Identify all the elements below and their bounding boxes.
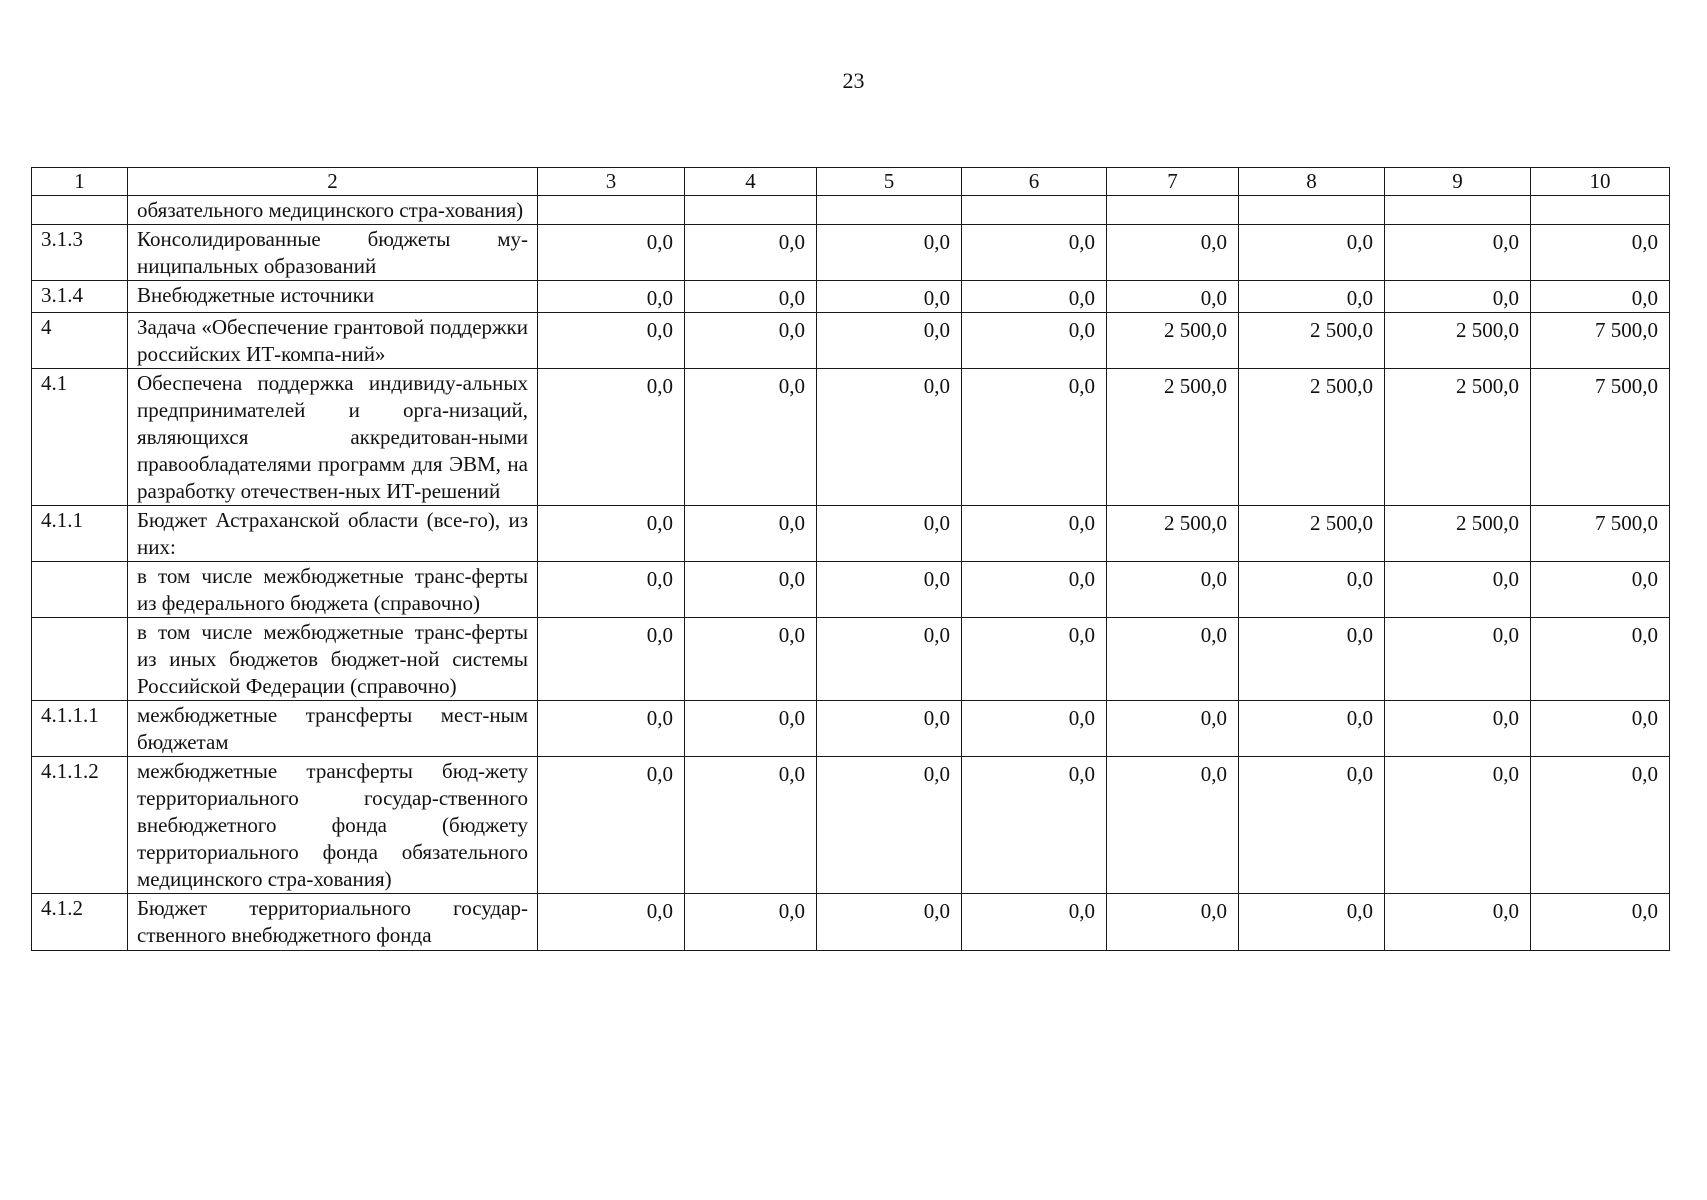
table-row — [32, 701, 1670, 757]
row-value: 0,0 — [1385, 618, 1531, 701]
row-code: 4.1.1 — [32, 506, 128, 562]
row-value: 2 500,0 — [1107, 313, 1239, 369]
table-row — [32, 618, 1670, 701]
row-value — [538, 894, 685, 951]
table-row — [32, 506, 1670, 562]
row-value: 0,0 — [817, 506, 962, 562]
row-value: 0,0 — [538, 506, 685, 562]
column-header: 5 — [817, 168, 962, 196]
row-name: Бюджет Астраханской области (все-го), из них: — [128, 506, 538, 562]
row-value: 0,0 — [1385, 562, 1531, 618]
row-value: 0,0 — [1531, 225, 1670, 281]
row-value: 0,0 — [538, 562, 685, 618]
row-value: 0,0 — [1531, 618, 1670, 701]
row-value: 0,0 — [538, 369, 685, 506]
row-value: 0,0 — [962, 225, 1107, 281]
row-value: 0,0 — [1531, 562, 1670, 618]
row-code — [32, 894, 128, 951]
row-value: 0,0 — [1107, 562, 1239, 618]
row-value: 0,0 — [1239, 225, 1385, 281]
column-header: 6 — [962, 168, 1107, 196]
row-value: 0,0 — [538, 701, 685, 757]
row-value: 2 500,0 — [1239, 506, 1385, 562]
row-value: 7 500,0 — [1531, 369, 1670, 506]
row-value — [1107, 894, 1239, 951]
row-value: 0,0 — [962, 506, 1107, 562]
row-value: 0,0 — [1107, 757, 1239, 894]
row-value: 0,0 — [685, 757, 817, 894]
row-value: 0,0 — [1531, 757, 1670, 894]
row-value — [1239, 196, 1385, 225]
row-value: 0,0 — [962, 313, 1107, 369]
table-row — [32, 757, 1670, 894]
row-code: 4.1.1.1 — [32, 701, 128, 757]
row-code — [32, 196, 128, 225]
row-code — [32, 618, 128, 701]
row-value: 7 500,0 — [1531, 506, 1670, 562]
row-value: 0,0 — [538, 281, 685, 313]
row-name: в том числе межбюджетные транс-ферты из федерального бюджета (справочно) — [128, 562, 538, 618]
row-value — [685, 196, 817, 225]
row-value: 2 500,0 — [1385, 313, 1531, 369]
row-value — [817, 196, 962, 225]
budget-table — [31, 167, 1670, 951]
row-value: 0,0 — [1107, 618, 1239, 701]
row-value: 0,0 — [962, 281, 1107, 313]
row-value: 0,0 — [962, 562, 1107, 618]
cell-content: 0,0 — [1631, 899, 1658, 923]
column-header: 1 — [32, 168, 128, 196]
row-value: 0,0 — [685, 313, 817, 369]
row-value: 0,0 — [1239, 281, 1385, 313]
table-row — [32, 281, 1670, 313]
row-value: 0,0 — [685, 562, 817, 618]
table-row — [32, 313, 1670, 369]
row-value: 0,0 — [1531, 281, 1670, 313]
row-value: 0,0 — [1239, 757, 1385, 894]
cell-content: 0,0 — [1492, 899, 1519, 923]
row-value: 2 500,0 — [1385, 369, 1531, 506]
row-value: 0,0 — [1385, 701, 1531, 757]
row-value: 0,0 — [817, 701, 962, 757]
row-value — [685, 894, 817, 951]
row-value: 0,0 — [1107, 225, 1239, 281]
row-value: 2 500,0 — [1107, 369, 1239, 506]
row-value: 0,0 — [962, 618, 1107, 701]
row-name: Обеспечена поддержка индивиду-альных предпринимателей и орга-низаций, являющихся аккредитован-ными правообладателями программ для ЭВМ, на разработку отечествен-ных ИТ-решений — [128, 369, 538, 506]
row-value: 0,0 — [538, 618, 685, 701]
row-name: межбюджетные трансферты бюд-жету территориального государ-ственного внебюджетного фонда (бюджету территориального фонда обязательного медицинского стра-хования) — [128, 757, 538, 894]
row-value: 0,0 — [1385, 281, 1531, 313]
row-value: 0,0 — [817, 281, 962, 313]
row-value — [1107, 196, 1239, 225]
column-header: 10 — [1531, 168, 1670, 196]
row-value: 0,0 — [1239, 701, 1385, 757]
row-value — [1531, 894, 1670, 951]
row-name: Внебюджетные источники — [128, 281, 538, 313]
column-header: 3 — [538, 168, 685, 196]
cell-content: 0,0 — [923, 899, 950, 923]
table-row — [32, 225, 1670, 281]
row-value: 2 500,0 — [1239, 313, 1385, 369]
row-value: 0,0 — [817, 562, 962, 618]
row-value: 0,0 — [685, 281, 817, 313]
row-value — [1385, 196, 1531, 225]
table-row — [32, 369, 1670, 506]
row-name: межбюджетные трансферты мест-ным бюджетам — [128, 701, 538, 757]
row-value: 0,0 — [1239, 562, 1385, 618]
row-value: 0,0 — [1385, 225, 1531, 281]
row-name: Консолидированные бюджеты му-ниципальных образований — [128, 225, 538, 281]
table-row — [32, 562, 1670, 618]
row-code: 4.1 — [32, 369, 128, 506]
row-name: обязательного медицинского стра-хования) — [128, 196, 538, 225]
row-code: 3.1.3 — [32, 225, 128, 281]
column-header: 7 — [1107, 168, 1239, 196]
column-header: 2 — [128, 168, 538, 196]
table-row — [32, 196, 1670, 225]
row-value: 0,0 — [685, 369, 817, 506]
row-value: 0,0 — [1107, 701, 1239, 757]
row-code: 3.1.4 — [32, 281, 128, 313]
cell-content: Бюджет территориального государ-ственного внебюджетного фонда — [137, 896, 528, 947]
cell-content: 0,0 — [778, 899, 805, 923]
row-value: 0,0 — [817, 757, 962, 894]
row-value: 0,0 — [685, 701, 817, 757]
row-value — [962, 894, 1107, 951]
table-header-row — [32, 168, 1670, 196]
table-row — [32, 894, 1670, 951]
row-value: 0,0 — [538, 225, 685, 281]
row-name: в том числе межбюджетные транс-ферты из иных бюджетов бюджет-ной системы Российской Федерации (справочно) — [128, 618, 538, 701]
column-header: 9 — [1385, 168, 1531, 196]
row-value — [1531, 196, 1670, 225]
cell-content: 0,0 — [1346, 899, 1373, 923]
row-value: 0,0 — [817, 313, 962, 369]
column-header: 4 — [685, 168, 817, 196]
row-value: 0,0 — [962, 757, 1107, 894]
row-name: Задача «Обеспечение грантовой поддержки российских ИТ-компа-ний» — [128, 313, 538, 369]
row-value: 2 500,0 — [1107, 506, 1239, 562]
row-code — [32, 562, 128, 618]
row-value: 0,0 — [685, 506, 817, 562]
row-value: 0,0 — [817, 225, 962, 281]
row-name — [128, 894, 538, 951]
page-number: 23 — [842, 68, 865, 93]
cell-content: 0,0 — [1068, 899, 1095, 923]
row-value — [538, 196, 685, 225]
row-value: 7 500,0 — [1531, 313, 1670, 369]
cell-content: 0,0 — [1200, 899, 1227, 923]
row-value: 0,0 — [538, 757, 685, 894]
row-code: 4.1.1.2 — [32, 757, 128, 894]
row-value: 0,0 — [685, 225, 817, 281]
cell-content: 0,0 — [646, 899, 673, 923]
row-value: 0,0 — [962, 369, 1107, 506]
row-code: 4 — [32, 313, 128, 369]
row-value: 0,0 — [1385, 757, 1531, 894]
row-value — [817, 894, 962, 951]
row-value: 2 500,0 — [1239, 369, 1385, 506]
row-value: 0,0 — [685, 618, 817, 701]
row-value: 0,0 — [817, 369, 962, 506]
cell-content: 4.1.2 — [41, 896, 83, 920]
row-value: 0,0 — [538, 313, 685, 369]
row-value — [1239, 894, 1385, 951]
row-value: 2 500,0 — [1385, 506, 1531, 562]
row-value: 0,0 — [1107, 281, 1239, 313]
row-value — [962, 196, 1107, 225]
row-value: 0,0 — [1531, 701, 1670, 757]
row-value — [1385, 894, 1531, 951]
row-value: 0,0 — [817, 618, 962, 701]
row-value: 0,0 — [1239, 618, 1385, 701]
column-header: 8 — [1239, 168, 1385, 196]
row-value: 0,0 — [962, 701, 1107, 757]
